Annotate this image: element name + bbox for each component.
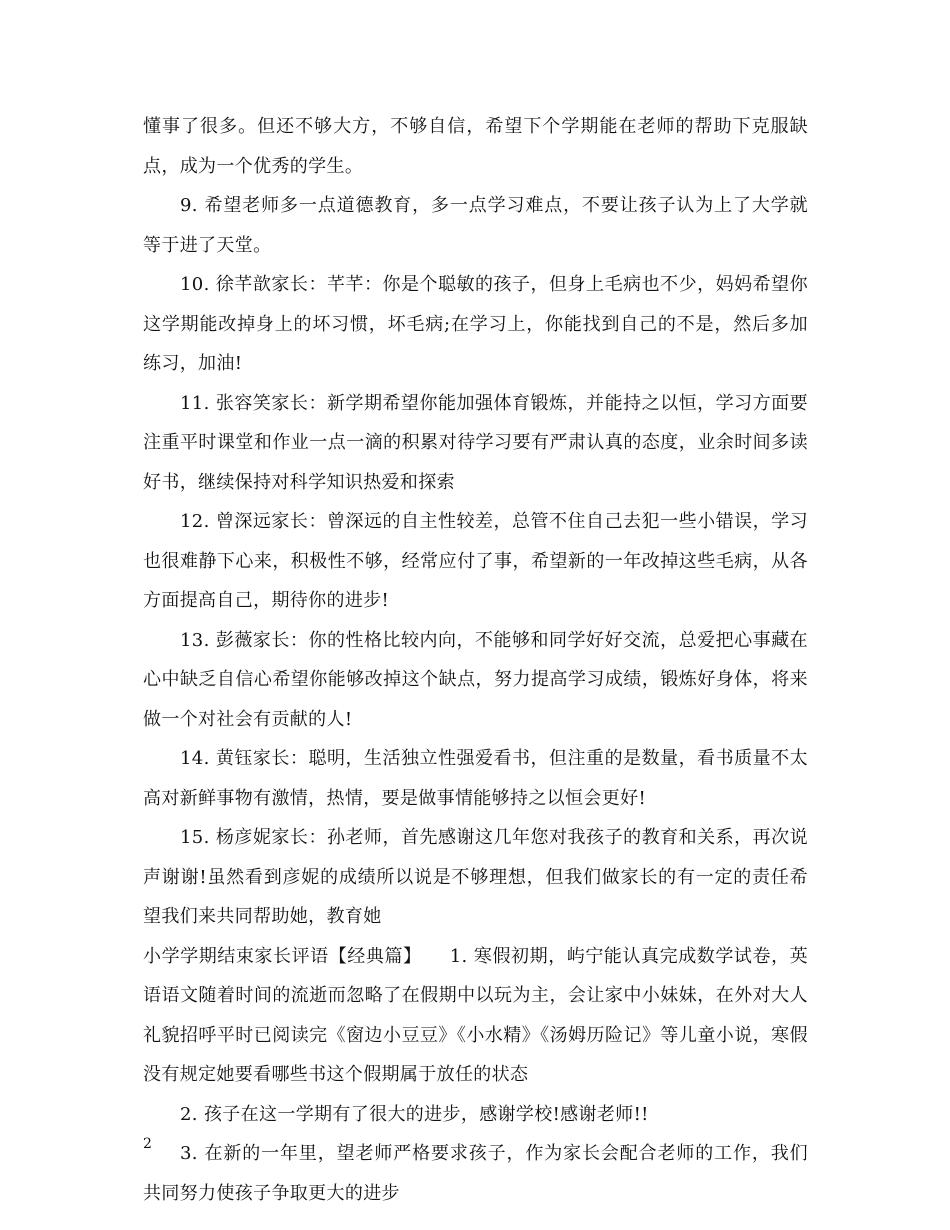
paragraph: 15. 杨彦妮家长：孙老师，首先感谢这几年您对我孩子的教育和关系，再次说声谢谢!虽然看到彦妮的成绩所以说是不够理想，但我们做家长的有一定的责任希望我们来共同帮助她，教育她 bbox=[143, 827, 808, 927]
paragraph: 3. 在新的一年里，望老师严格要求孩子，作为家长会配合老师的工作，我们共同努力使孩子争取更大的进步 bbox=[143, 1143, 808, 1204]
paragraph: 13. 彭薇家长：你的性格比较内向，不能够和同学好好交流，总爱把心事藏在心中缺乏自信心希望你能够改掉这个缺点，努力提高学习成绩，锻炼好身体，将来做一个对社会有贡献的人! bbox=[143, 629, 808, 730]
paragraph: 14. 黄钰家长：聪明，生活独立性强爱看书，但注重的是数量，看书质量不太高对新鲜事物有激情，热情，要是做事情能够持之以恒会更好! bbox=[143, 748, 808, 809]
document-body bbox=[143, 107, 808, 1213]
paragraph: 10. 徐芊歆家长：芊芊：你是个聪敏的孩子，但身上毛病也不少，妈妈希望你这学期能改掉身上的坏习惯，坏毛病;在学习上，你能找到自己的不是，然后多加练习，加油! bbox=[143, 274, 808, 374]
paragraph: 9. 希望老师多一点道德教育，多一点学习难点，不要让孩子认为上了大学就等于进了天堂。 bbox=[143, 195, 808, 256]
paragraph: 12. 曾深远家长：曾深远的自主性较差，总管不住自己去犯一些小错误，学习也很难静下心来，积极性不够，经常应付了事，希望新的一年改掉这些毛病，从各方面提高自己，期待你的进步! bbox=[143, 511, 808, 611]
paragraph: 11. 张容笑家长：新学期希望你能加强体育锻炼，并能持之以恒，学习方面要注重平时课堂和作业一点一滴的积累对待学习要有严肃认真的态度，业余时间多读好书，继续保持对科学知识热爱和探索 bbox=[143, 392, 808, 493]
paragraph: 小学学期结束家长评语【经典篇】 1. 寒假初期，屿宁能认真完成数学试卷，英语语文随着时间的流逝而忽略了在假期中以玩为主，会让家中小妹妹，在外对大人礼貌招呼平时已阅读完《窗边小豆豆》《小水精》《汤姆历险记》等儿童小说，寒假没有规定她要看哪些书这个假期属于放任的状态 bbox=[143, 945, 808, 1085]
paragraph: 懂事了很多。但还不够大方，不够自信，希望下个学期能在老师的帮助下克服缺点，成为一个优秀的学生。 bbox=[143, 116, 808, 177]
paragraph: 2. 孩子在这一学期有了很大的进步，感谢学校!感谢老师!! bbox=[180, 1103, 649, 1125]
page-number: 2 bbox=[143, 1136, 152, 1152]
